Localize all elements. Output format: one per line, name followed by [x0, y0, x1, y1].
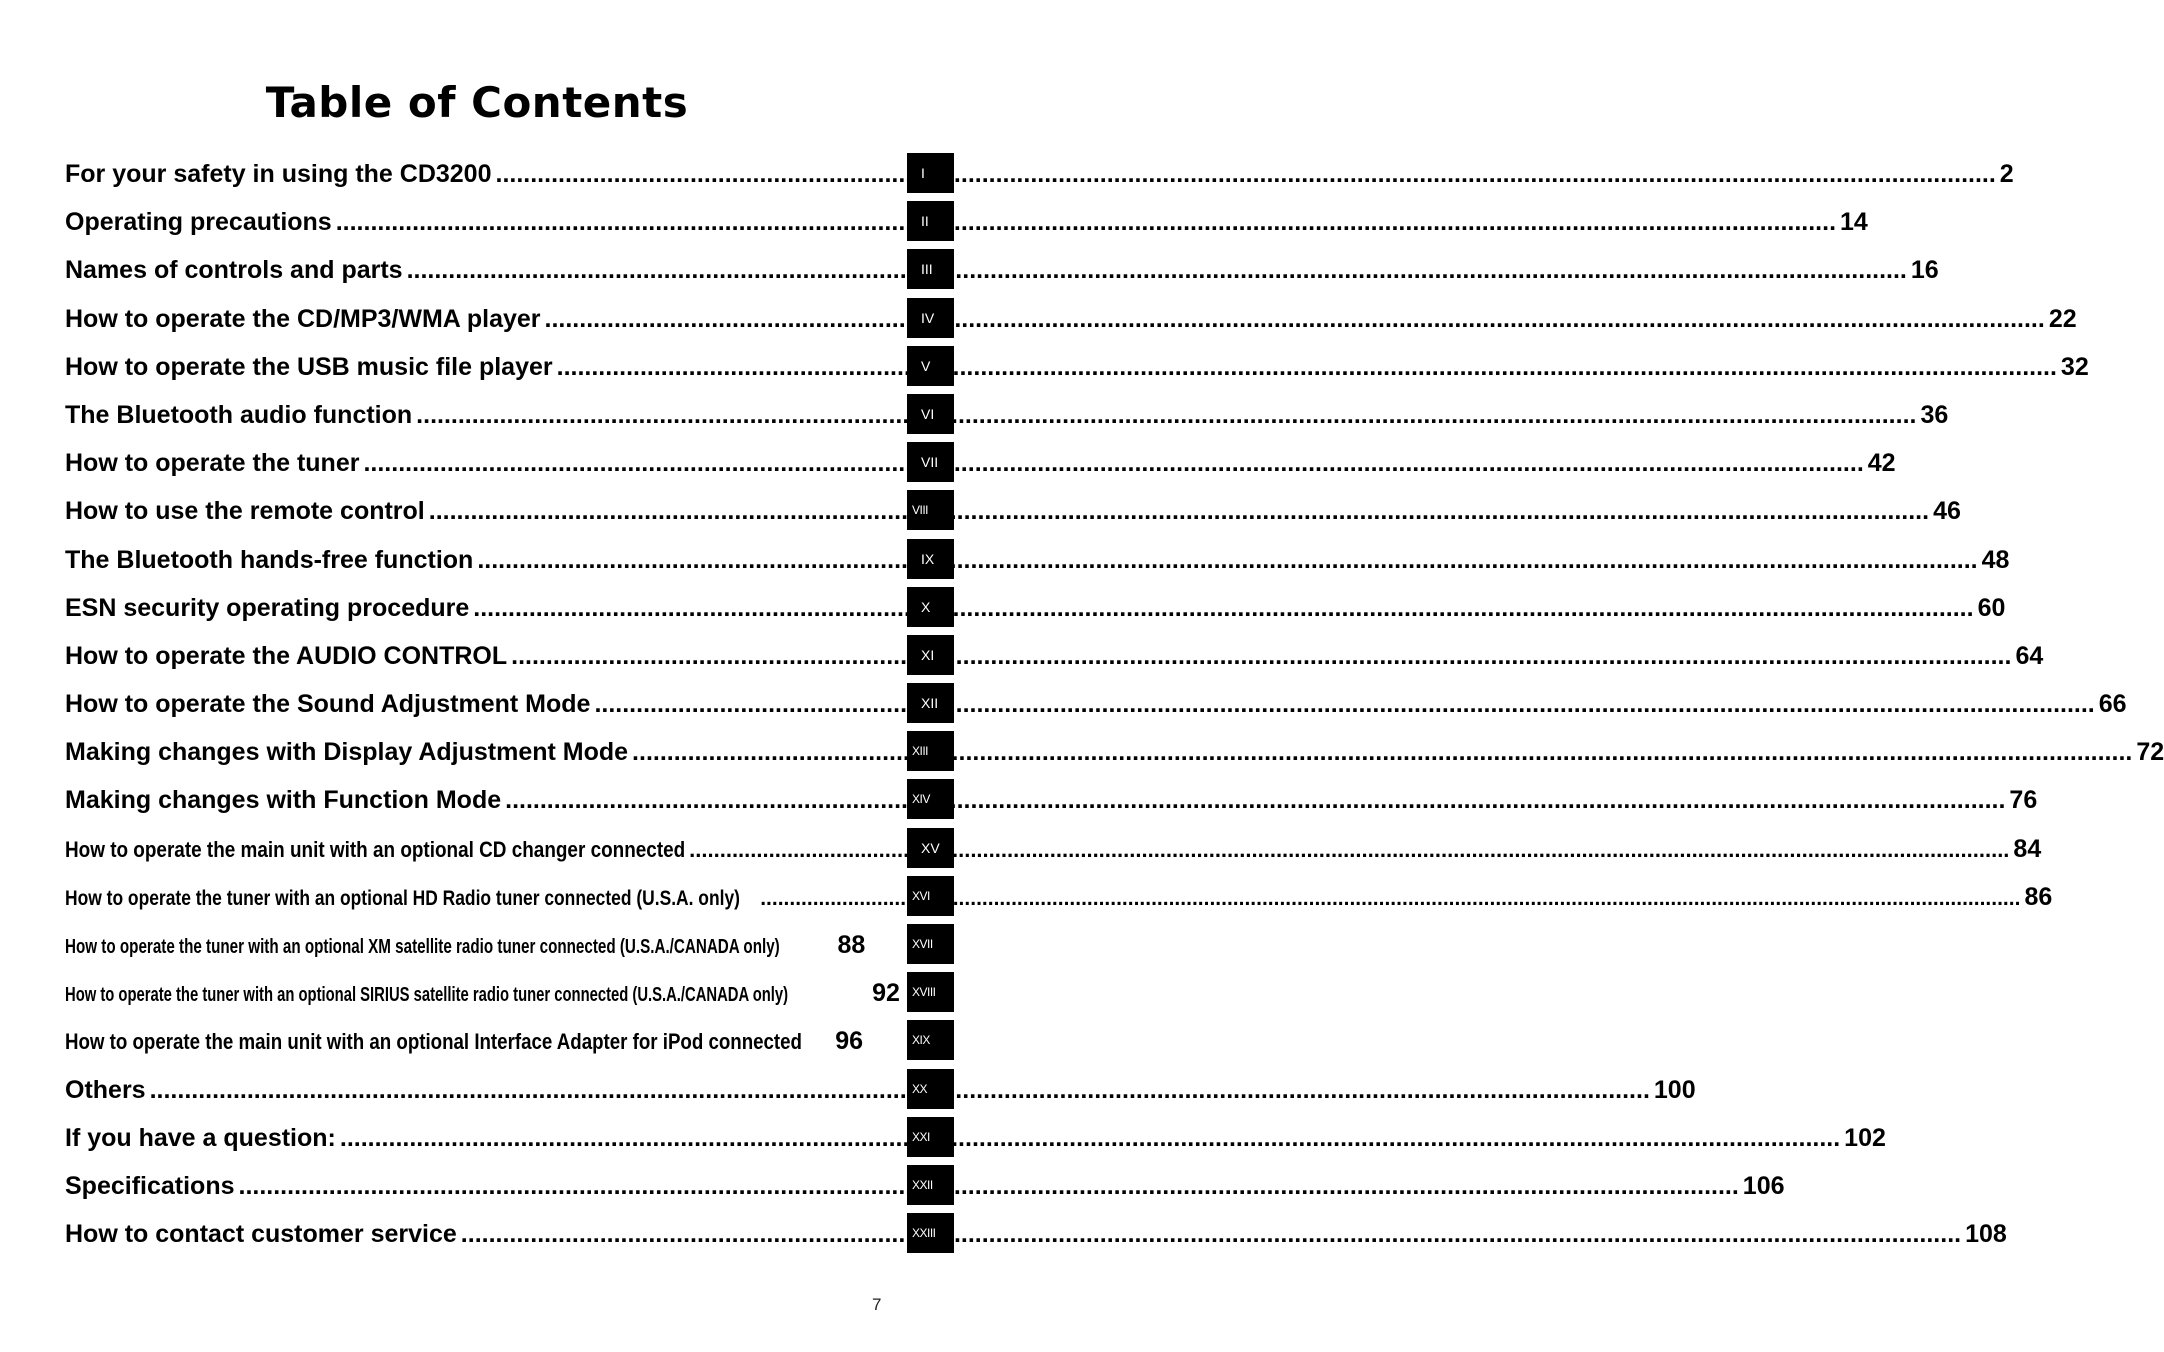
toc-entry-page: 14 — [1840, 208, 1868, 237]
toc-entry-label: How to operate the main unit with an optional CD changer connected — [65, 836, 686, 862]
leader-dots — [473, 584, 1973, 632]
toc-entry-page: 22 — [2048, 304, 2077, 333]
section-tab[interactable]: IV — [907, 298, 954, 338]
toc-entry[interactable] — [65, 1017, 863, 1065]
toc-entry-page: 46 — [1933, 497, 1961, 526]
leader-dots — [340, 1114, 1840, 1162]
toc-entry-page: 76 — [2009, 786, 2038, 815]
toc-entry-label: Others — [65, 1075, 146, 1104]
toc-entry-label: For your safety in using the CD3200 — [65, 160, 492, 188]
toc-entry-page: 96 — [835, 1027, 863, 1056]
toc-entry-label: How to operate the main unit with an optional Interface Adapter for iPod connected — [65, 1029, 802, 1055]
toc-entry-label: How to operate the AUDIO CONTROL — [65, 641, 508, 670]
toc-entry-label: How to operate the tuner with an optional XM satellite radio tuner connected (U.S.A./CANADA only) — [65, 936, 780, 958]
toc-entry-label: Making changes with Display Adjustment Mode — [65, 738, 629, 767]
section-tab[interactable]: V — [907, 346, 954, 386]
leader-dots — [632, 728, 2132, 776]
section-tab[interactable]: VI — [907, 394, 954, 434]
toc-entry[interactable] — [65, 584, 2006, 632]
toc-entry-label: Operating precautions — [65, 208, 332, 237]
leader-dots — [150, 1066, 1650, 1114]
section-tab[interactable]: IX — [907, 539, 954, 579]
leader-dots — [429, 487, 1929, 535]
section-tab[interactable]: III — [907, 249, 954, 289]
toc-entry-page: 102 — [1844, 1123, 1886, 1152]
leader-dots — [545, 295, 2045, 343]
section-tab[interactable]: II — [907, 201, 954, 241]
page-title: Table of Contents — [265, 78, 689, 127]
toc-entry[interactable] — [65, 969, 900, 1017]
toc-entry-page: 66 — [2098, 690, 2127, 719]
toc-entry-page: 16 — [1910, 256, 1939, 285]
section-tab[interactable]: XIII — [907, 731, 954, 771]
toc-entry-label: If you have a question: — [65, 1123, 336, 1152]
leader-dots — [505, 776, 2005, 824]
toc-entry-label: How to contact customer service — [65, 1220, 457, 1249]
toc-entry-page: 32 — [2060, 352, 2089, 381]
section-tab[interactable]: XI — [907, 635, 954, 675]
toc-entry-page: 72 — [2136, 738, 2164, 767]
toc-entry-page: 64 — [2015, 641, 2044, 670]
toc-entry-page: 60 — [1977, 593, 2006, 622]
toc-entry-label: How to use the remote control — [65, 497, 425, 526]
toc-entry[interactable] — [65, 343, 2089, 391]
section-tab[interactable]: XIV — [907, 779, 954, 819]
toc-entry-page: 100 — [1653, 1075, 1696, 1104]
toc-entry-label: How to operate the tuner — [65, 449, 360, 478]
section-tab[interactable]: XXII — [907, 1165, 954, 1205]
leader-dots — [594, 680, 2094, 728]
leader-dots — [336, 198, 1836, 246]
section-tab[interactable]: XX — [907, 1069, 954, 1109]
toc-entry-page: 88 — [837, 931, 866, 959]
section-tab[interactable]: VIII — [907, 490, 954, 530]
leader-dots — [363, 439, 1863, 487]
section-tab[interactable]: XVIII — [907, 972, 954, 1012]
leader-dots — [689, 826, 2009, 874]
section-tab[interactable]: XVII — [907, 924, 954, 964]
section-tab[interactable]: XXIII — [907, 1213, 954, 1253]
page-number: 7 — [872, 1295, 882, 1314]
leader-dots — [461, 1210, 1961, 1258]
toc-entry[interactable] — [65, 921, 866, 969]
leader-dots — [477, 536, 1977, 584]
toc-entry-label: ESN security operating procedure — [65, 593, 470, 622]
toc-entry-page: 106 — [1742, 1171, 1785, 1200]
toc-entry-label: The Bluetooth hands-free function — [65, 545, 474, 574]
section-tabs — [907, 153, 954, 1261]
section-tab[interactable]: X — [907, 587, 954, 627]
section-tab[interactable]: XII — [907, 683, 954, 723]
toc-entry-page: 108 — [1965, 1220, 2007, 1249]
section-tab[interactable]: XXI — [907, 1117, 954, 1157]
section-tab[interactable]: I — [907, 153, 954, 193]
section-tab[interactable]: VII — [907, 442, 954, 482]
leader-dots — [407, 246, 1907, 294]
toc-entry[interactable] — [65, 150, 2014, 198]
toc-entry-page: 36 — [1920, 400, 1949, 429]
toc-entry-label: How to operate the tuner with an optional HD Radio tuner connected (U.S.A. only) — [65, 886, 740, 910]
leader-dots — [416, 391, 1916, 439]
leader-dots — [239, 1162, 1739, 1210]
toc-entry-label: Names of controls and parts — [65, 256, 403, 285]
toc-entry-page: 92 — [872, 979, 900, 1008]
toc-entry-label: How to operate the tuner with an optional SIRIUS satellite radio tuner connected (U.S.A./CANADA only) — [65, 984, 789, 1007]
section-tab[interactable]: XV — [907, 828, 954, 868]
section-tab[interactable]: XVI — [907, 876, 954, 916]
section-tab[interactable]: XIX — [907, 1020, 954, 1060]
leader-dots — [511, 632, 2011, 680]
leader-dots — [557, 343, 2057, 391]
toc-entry-page: 48 — [1981, 545, 2010, 574]
toc-entry-label: How to operate the USB music file player — [65, 352, 553, 381]
toc-entry-label: Making changes with Function Mode — [65, 786, 502, 815]
toc-entry-label: How to operate the CD/MP3/WMA player — [65, 304, 541, 333]
toc-entry-page: 86 — [2024, 882, 2053, 911]
leader-dots — [496, 150, 1996, 198]
toc-entry-label: The Bluetooth audio function — [65, 400, 413, 429]
toc-entry-page: 84 — [2013, 834, 2042, 863]
toc-entry-page: 42 — [1867, 449, 1896, 478]
toc-entry-label: How to operate the Sound Adjustment Mode — [65, 690, 591, 719]
toc-entry-label: Specifications — [65, 1171, 235, 1200]
toc-entry-page: 2 — [1999, 160, 2014, 188]
